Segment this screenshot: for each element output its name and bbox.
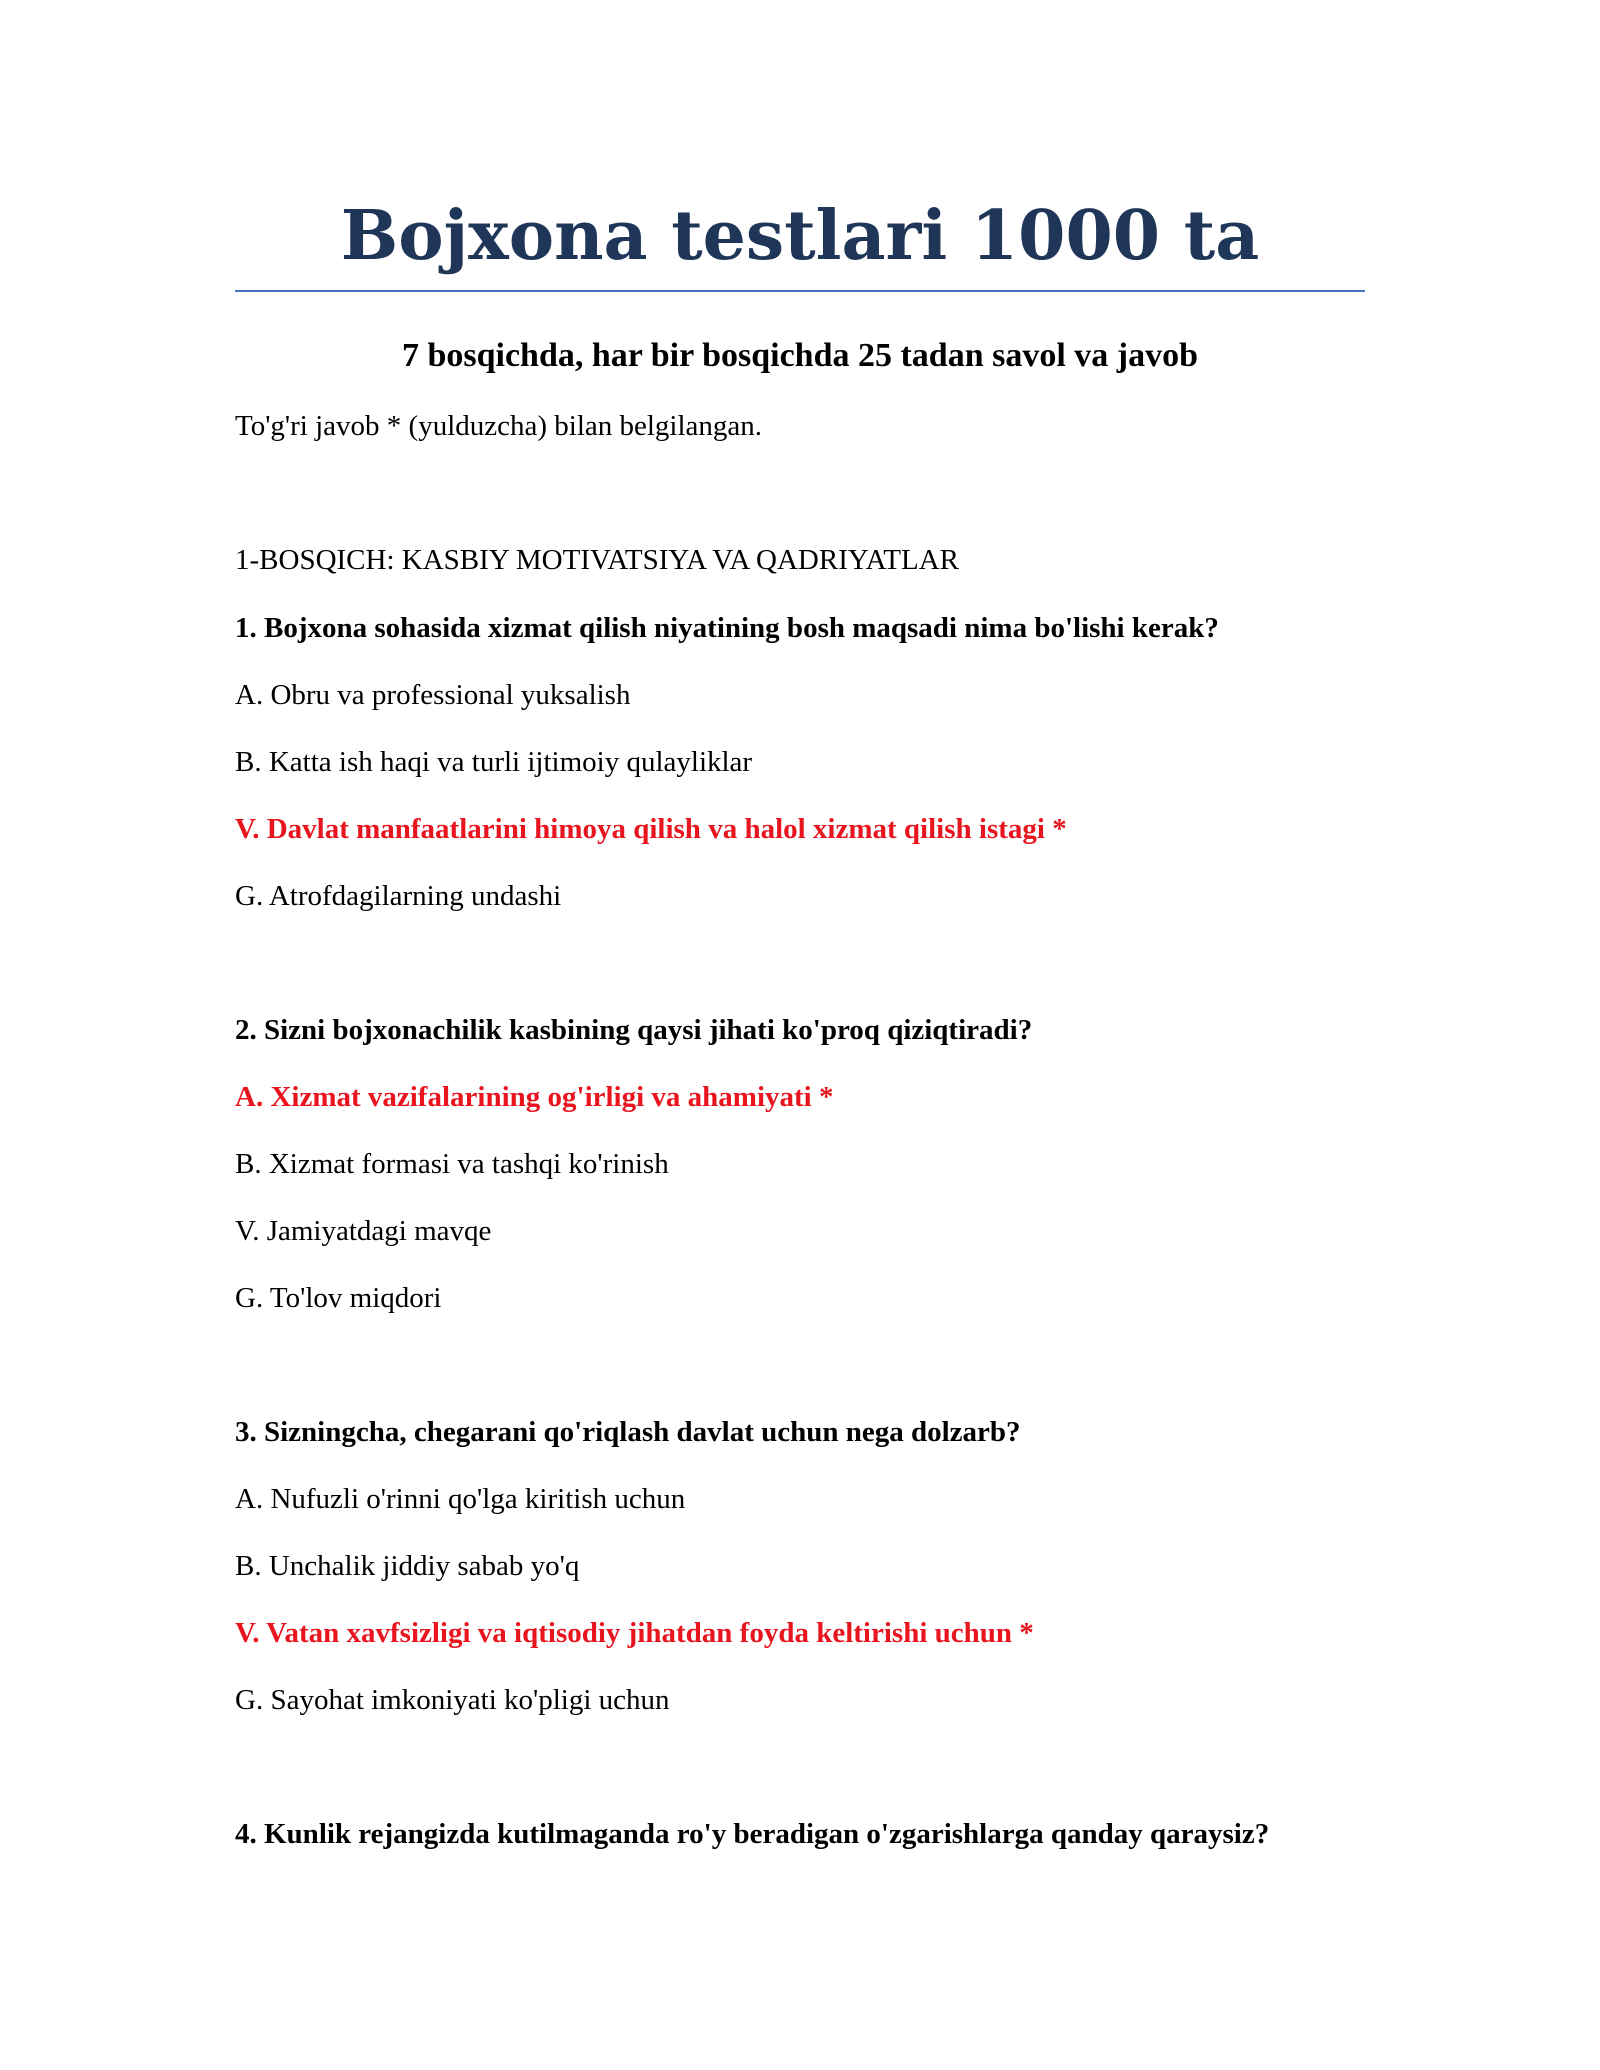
- question-2: 2. Sizni bojxonachilik kasbining qaysi jihati ko'proq qiziqtiradi?: [235, 1014, 1033, 1046]
- question-4: 4. Kunlik rejangizda kutilmaganda ro'y beradigan o'zgarishlarga qanday qaraysiz?: [235, 1818, 1270, 1850]
- question-2-option-a-correct: A. Xizmat vazifalarining og'irligi va ahamiyati *: [235, 1081, 834, 1113]
- question-1-option-b: B. Katta ish haqi va turli ijtimoiy qulayliklar: [235, 746, 753, 778]
- question-3: 3. Sizningcha, chegarani qo'riqlash davlat uchun nega dolzarb?: [235, 1416, 1021, 1448]
- question-1-option-v-correct: V. Davlat manfaatlarini himoya qilish va halol xizmat qilish istagi *: [235, 813, 1067, 845]
- question-3-option-b: B. Unchalik jiddiy sabab yo'q: [235, 1550, 580, 1582]
- title-underline: [235, 290, 1365, 292]
- document-subtitle: 7 bosqichda, har bir bosqichda 25 tadan savol va javob: [401, 337, 1199, 374]
- document-title: Bojxona testlari 1000 ta: [340, 196, 1260, 276]
- question-2-option-g: G. To'lov miqdori: [235, 1282, 442, 1314]
- question-3-option-v-correct: V. Vatan xavfsizligi va iqtisodiy jihatdan foyda keltirishi uchun *: [235, 1617, 1034, 1649]
- question-2-option-v: V. Jamiyatdagi mavqe: [235, 1215, 492, 1247]
- question-3-option-a: A. Nufuzli o'rinni qo'lga kiritish uchun: [235, 1483, 686, 1515]
- answer-note: To'g'ri javob * (yulduzcha) bilan belgilangan.: [235, 410, 763, 442]
- question-2-option-b: B. Xizmat formasi va tashqi ko'rinish: [235, 1148, 669, 1180]
- question-1-option-a: A. Obru va professional yuksalish: [235, 679, 631, 711]
- question-3-option-g: G. Sayohat imkoniyati ko'pligi uchun: [235, 1684, 670, 1716]
- section-title: 1-BOSQICH: KASBIY MOTIVATSIYA VA QADRIYATLAR: [235, 544, 960, 576]
- question-1: 1. Bojxona sohasida xizmat qilish niyatining bosh maqsadi nima bo'lishi kerak?: [235, 612, 1219, 644]
- question-1-option-g: G. Atrofdagilarning undashi: [235, 880, 562, 912]
